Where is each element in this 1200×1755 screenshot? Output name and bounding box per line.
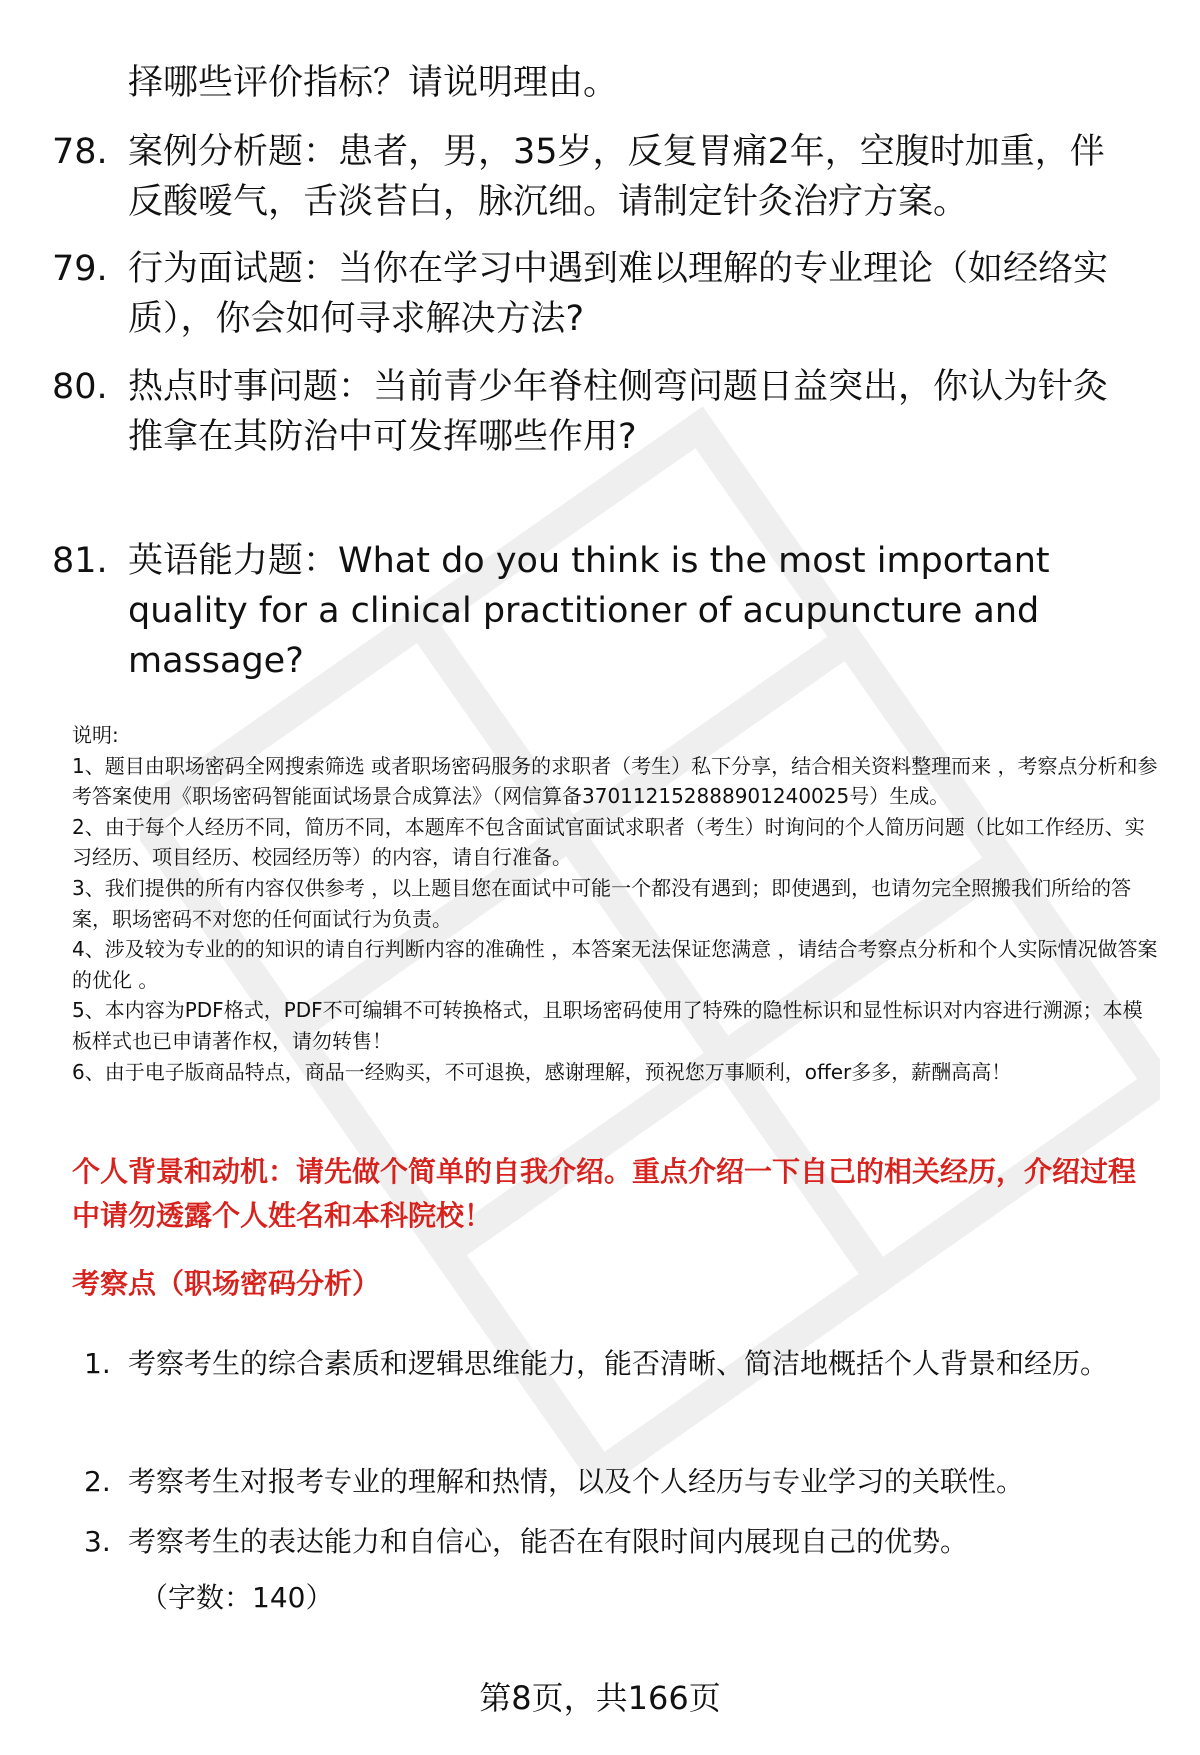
word-count: （字数：140） — [140, 1581, 334, 1614]
notes-section — [72, 720, 1162, 1087]
question-item — [52, 362, 1162, 462]
note-item: 1、题目由职场密码全网搜索筛选 或者职场密码服务的求职者（考生）私下分享，结合相关资料整理而来 ，考察点分析和参考答案使用《职场密码智能面试场景合成算法》（网信算备370112152888901240025号）生成。 — [72, 753, 1158, 809]
question-number: 81. — [52, 541, 108, 581]
question-number: 78. — [52, 132, 108, 172]
note-item: 3、我们提供的所有内容仅供参考 ，以上题目您在面试中可能一个都没有遇到；即使遇到，也请勿完全照搬我们所给的答案，职场密码不对您的任何面试行为负责。 — [72, 875, 1132, 931]
question-text: 热点时事问题：当前青少年脊柱侧弯问题日益突出，你认为针灸推拿在其防治中可发挥哪些作用? — [128, 367, 1109, 457]
note-item: 6、由于电子版商品特点，商品一经购买，不可退换，感谢理解，预祝您万事顺利，offer多多，薪酬高高！ — [72, 1059, 1012, 1084]
point-number: 3. — [84, 1525, 111, 1558]
question-text: 行为面试题：当你在学习中遇到难以理解的专业理论（如经络实质），你会如何寻求解决方法? — [128, 249, 1109, 339]
assessment-point — [84, 1334, 1144, 1394]
question-number: 79. — [52, 249, 108, 289]
notes-title: 说明: — [72, 723, 119, 747]
question-text: 英语能力题：What do you think is the most important quality for a clinical practitioner of acupuncture and massage? — [128, 541, 1050, 681]
point-text: 考察考生对报考专业的理解和热情，以及个人经历与专业学习的关联性。 — [128, 1465, 1025, 1498]
question-continuation: 择哪些评价指标？请说明理由。 — [128, 63, 619, 103]
question-item — [52, 127, 1162, 227]
point-text: 考察考生的综合素质和逻辑思维能力，能否清晰、简洁地概括个人背景和经历。 — [128, 1347, 1109, 1380]
point-text: 考察考生的表达能力和自信心，能否在有限时间内展现自己的优势。 — [128, 1525, 969, 1558]
assessment-point — [84, 1452, 1144, 1512]
note-item: 5、本内容为PDF格式，PDF不可编辑不可转换格式，且职场密码使用了特殊的隐性标识和显性标识对内容进行溯源；本模板样式也已申请著作权，请勿转售！ — [72, 998, 1143, 1053]
interview-question-heading: 个人背景和动机：请先做个简单的自我介绍。重点介绍一下自己的相关经历，介绍过程中请勿透露个人姓名和本科院校！ — [72, 1155, 1137, 1232]
question-item — [52, 244, 1162, 344]
note-item: 2、由于每个人经历不同，简历不同，本题库不包含面试官面试求职者（考生）时询问的个人简历问题（比如工作经历、实习经历、项目经历、校园经历等）的内容，请自行准备。 — [72, 814, 1145, 870]
point-number: 2. — [84, 1465, 111, 1498]
question-text: 案例分析题：患者，男，35岁，反复胃痛2年，空腹时加重，伴反酸嗳气，舌淡苔白，脉沉细。请制定针灸治疗方案。 — [128, 132, 1105, 222]
question-number: 80. — [52, 367, 108, 407]
assessment-heading: 考察点（职场密码分析） — [72, 1267, 381, 1300]
page-number: 第8页，共166页 — [479, 1679, 721, 1717]
assessment-point — [84, 1512, 1144, 1572]
point-number: 1. — [84, 1347, 111, 1380]
note-item: 4、涉及较为专业的的知识的请自行判断内容的准确性 ，本答案无法保证您满意 ，请结合考察点分析和个人实际情况做答案的优化 。 — [72, 937, 1158, 992]
question-item — [52, 536, 1162, 686]
